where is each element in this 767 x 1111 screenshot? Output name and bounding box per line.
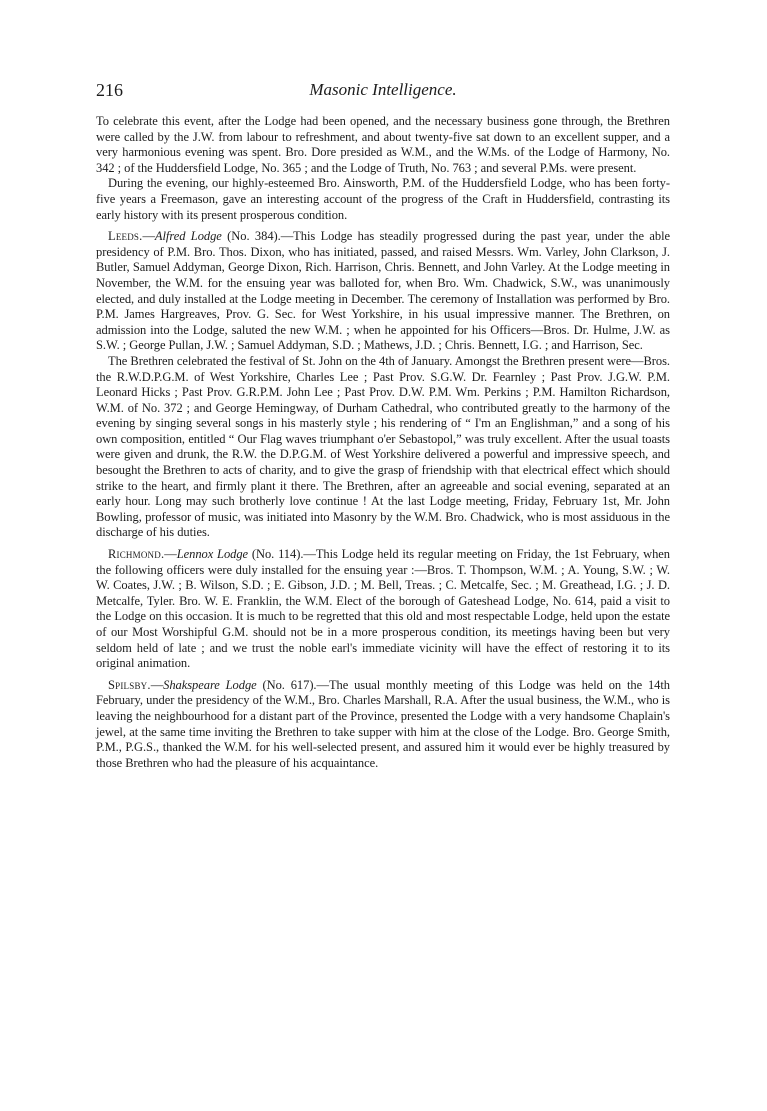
page-number: 216: [96, 80, 123, 100]
place-name: Leeds.: [108, 229, 143, 244]
lodge-name: Alfred Lodge: [154, 229, 222, 244]
page-header: [96, 80, 670, 104]
section-leeds: Leeds.—Alfred Lodge (No. 384).—This Lodge has steadily progressed during the past year, under the able presidency of P.M. Bro. Thos. Dixon, who has initiated, passed, and raised Messrs. Wm. Varley, John Clarkson, J. Butler, Samuel Addyman, George Dixon, Rich. Harrison, Chris. Bennett, and John Varley. At the Lodge meeting in November, the W.M. for the ensuing year was balloted for, when Bro. Wm. Chadwick, S.W., was unanimously elected, and duly installed at the Lodge meeting in December. The ceremony of Installation was performed by Bro. P.M. James Hargreaves, Prov. G. Sec. for West Yorkshire, in his usual impressive manner. The Brethren, on admission into the Lodge, saluted the new W.M. ; when he appointed for his Officers—Bros. Dr. Hulme, J.W. as S.W. ; George Pullan, J.W. ; Samuel Addyman, S.D. ; Mathews, J.D. ; Chris. Bennett, I.G. ; and Harrison, Sec.: [96, 229, 670, 353]
paragraph-text: (No. 114).—This Lodge held its regular meeting on Friday, the 1st February, when the following officers were duly installed for the ensuing year :—Bros. T. Thompson, W.M. ; A. Young, S.W. ; W. W. Coates, J.W. ; B. Wilson, S.D. ; E. Gibson, J.D. ; M. Bell, Treas. ; C. Metcalfe, Sec. ; M. Greathead, I.G. ; J. D. Metcalfe, Tyler. Bro. W. E. Franklin, the W.M. Elect of the borough of Gateshead Lodge, No. 614, paid a visit to the Lodge on this occasion. It is much to be regretted that this old and most respectable Lodge, held upon the estate of our Most Worshipful G.M. should not be in a more prosperous condition, its meetings having been but very seldom held of late ; and we trust the noble earl's immediate vicinity will have the effect of restoring it to its original animation.: [96, 547, 670, 671]
paragraph-1: To celebrate this event, after the Lodge had been opened, and the necessary business gone through, the Brethren were called by the J.W. from labour to refreshment, and about twenty-five sat down to an excellent supper, and a very harmonious evening was spent. Bro. Dore presided as W.M., and the W.Ms. of the Lodge of Harmony, No. 342 ; of the Huddersfield Lodge, No. 365 ; and the Lodge of Truth, No. 763 ; and several P.Ms. were present.: [96, 114, 670, 175]
paragraph-4: The Brethren celebrated the festival of St. John on the 4th of January. Amongst the Brethren present were—Bros. the R.W.D.P.G.M. of West Yorkshire, Charles Lee ; Past Prov. S.G.W. Dr. Fearnley ; Past Prov. J.G.W. P.M. Leonard Hicks ; Past Prov. G.R.P.M. John Lee ; Past Prov. D.W. P.M. Wm. Perkins ; P.M. Hamilton Richardson, W.M. of No. 372 ; and George Hemingway, of Durham Cathedral, who contributed greatly to the harmony of the evening by singing several songs in his masterly style ; his rendering of “ I'm an Englishman,” and a song of his own composition, entitled “ Our Flag waves triumphant o'er Sebastopol,” was truly excellent. After the usual toasts were given and drunk, the R.W. the D.P.G.M. of West Yorkshire delivered a powerful and impressive speech, and besought the Brethren to acts of charity, and to give the grasp of friendship with that electrical effect which should strike to the heart, and firmly plant it there. The Brethren, after an agreeable and social evening, separated at an early hour. Long may such brotherly love continue ! At the last Lodge meeting, Friday, February 1st, Mr. John Bowling, professor of music, was initiated into Masonry by the W.M. Bro. Chadwick, who is most assiduous in the discharge of his duties.: [96, 353, 670, 540]
paragraph-text: (No. 617).—The usual monthly meeting of this Lodge was held on the 14th February, under the presidency of the W.M., Bro. Charles Marshall, R.A. After the usual business, the W.M., who is leaving the neighbourhood for a distant part of the Province, presented the Lodge with a very handsome Chaplain's jewel, at the same time inviting the Brethren to take supper with him at the close of the Lodge. Bro. George Smith, P.M., P.G.S., thanked the W.M. for his well-selected present, and assured him it would ever be highly treasured by those Brethren who had the pleasure of his acquaintance.: [96, 677, 670, 770]
lodge-name: Shakspeare Lodge: [163, 677, 257, 692]
place-name: Spilsby.: [108, 677, 151, 692]
lodge-name: Lennox Lodge: [176, 547, 249, 562]
paragraph-text: (No. 384).—This Lodge has steadily progressed during the past year, under the able presidency of P.M. Bro. Thos. Dixon, who has initiated, passed, and raised Messrs. Wm. Varley, John Clarkson, J. Butler, Samuel Addyman, George Dixon, Rich. Harrison, Chris. Bennett, and John Varley. At the Lodge meeting in November, the W.M. for the ensuing year was balloted for, when Bro. Wm. Chadwick, S.W., was unanimously elected, and duly installed at the Lodge meeting in December. The ceremony of Installation was performed by Bro. P.M. James Hargreaves, Prov. G. Sec. for West Yorkshire, in his usual impressive manner. The Brethren, on admission into the Lodge, saluted the new W.M. ; when he appointed for his Officers—Bros. Dr. Hulme, J.W. as S.W. ; George Pullan, J.W. ; Samuel Addyman, S.D. ; Mathews, J.D. ; Chris. Bennett, I.G. ; and Harrison, Sec.: [96, 229, 670, 353]
running-title: Masonic Intelligence.: [309, 80, 457, 99]
paragraph-2: During the evening, our highly-esteemed Bro. Ainsworth, P.M. of the Huddersfield Lodge, who has been forty-five years a Freemason, gave an interesting account of the progress of the Craft in Huddersfield, contrasting its early history with its present prosperous condition.: [96, 176, 670, 222]
page: [96, 80, 670, 771]
section-richmond: Richmond.—Lennox Lodge (No. 114).—This Lodge held its regular meeting on Friday, the 1st February, when the following officers were duly installed for the ensuing year :—Bros. T. Thompson, W.M. ; A. Young, S.W. ; W. W. Coates, J.W. ; B. Wilson, S.D. ; E. Gibson, J.D. ; M. Bell, Treas. ; C. Metcalfe, Sec. ; M. Greathead, I.G. ; J. D. Metcalfe, Tyler. Bro. W. E. Franklin, the W.M. Elect of the borough of Gateshead Lodge, No. 614, paid a visit to the Lodge on this occasion. It is much to be regretted that this old and most respectable Lodge, held upon the estate of our Most Worshipful G.M. should not be in a more prosperous condition, its meetings having been but very seldom held of late ; and we trust the noble earl's immediate vicinity will have the effect of restoring it to its original animation.: [96, 547, 670, 671]
place-name: Richmond.: [108, 547, 165, 562]
section-spilsby: Spilsby.—Shakspeare Lodge (No. 617).—The usual monthly meeting of this Lodge was held on the 14th February, under the presidency of the W.M., Bro. Charles Marshall, R.A. After the usual business, the W.M., who is leaving the neighbourhood for a distant part of the Province, presented the Lodge with a very handsome Chaplain's jewel, at the same time inviting the Brethren to take supper with him at the close of the Lodge. Bro. George Smith, P.M., P.G.S., thanked the W.M. for his well-selected present, and assured him it would ever be highly treasured by those Brethren who had the pleasure of his acquaintance.: [96, 677, 670, 770]
article-body: [96, 114, 670, 771]
